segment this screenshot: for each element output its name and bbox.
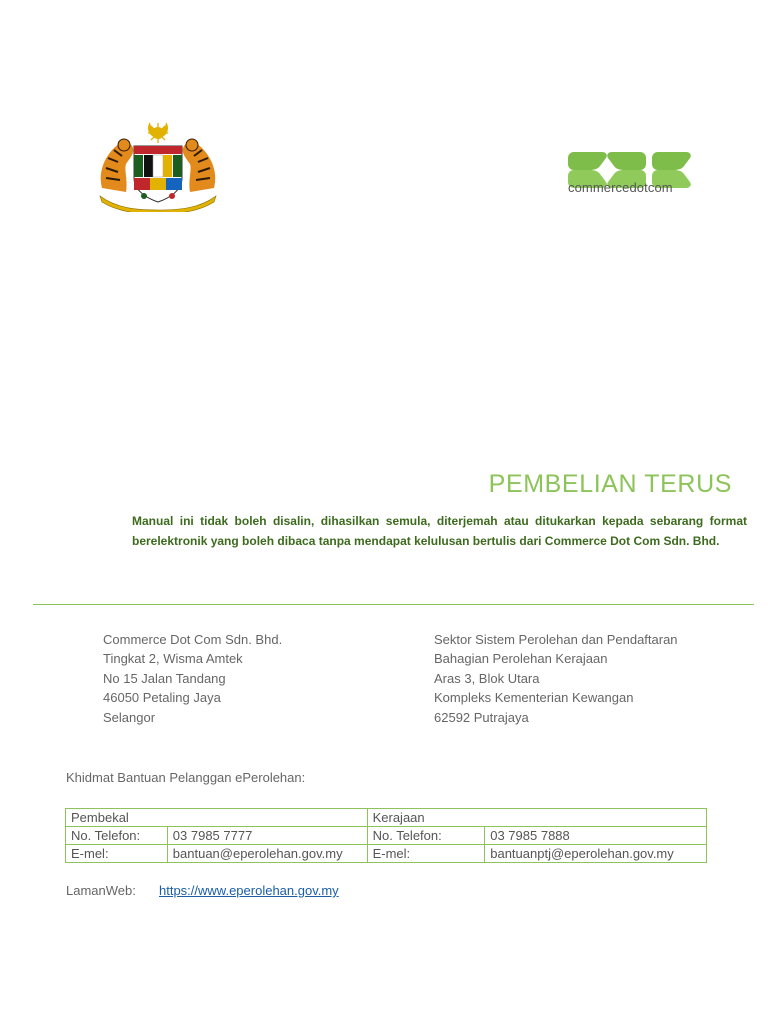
table-row (66, 845, 707, 863)
address-government (434, 630, 678, 727)
address-line: 46050 Petaling Jaya (103, 690, 221, 706)
coat-of-arms-logo (96, 118, 220, 212)
document-title: PEMBELIAN TERUS (488, 470, 732, 498)
address-line: Commerce Dot Com Sdn. Bhd. (103, 632, 283, 647)
star-crescent-icon (148, 122, 168, 143)
address-line: Tingkat 2, Wisma Amtek (103, 651, 243, 667)
cdc-wordmark: commercedotcom (568, 180, 673, 195)
contact-table (65, 808, 707, 863)
government-phone: 03 7985 7888 (485, 827, 707, 845)
address-line: Sektor Sistem Perolehan dan Pendaftaran (434, 632, 678, 647)
website-link[interactable]: https://www.eperolehan.gov.my (159, 883, 339, 898)
tiger-right-icon (183, 139, 216, 192)
address-line: 62592 Putrajaya (434, 709, 529, 725)
address-commerce-dot-com (103, 630, 282, 727)
helpdesk-heading: Khidmat Bantuan Pelanggan ePerolehan: (66, 770, 306, 785)
tiger-left-icon (101, 139, 134, 192)
address-line: Bahagian Perolehan Kerajaan (434, 651, 608, 667)
copyright-disclaimer: Manual ini tidak boleh disalin, dihasilkan semula, diterjemah atau ditukarkan kepada sebarang format berelektronik yang boleh dibaca tanpa mendapat kelulusan bertulis dari Commerce Dot Com Sdn. Bhd. (132, 514, 747, 548)
address-line: Selangor (103, 709, 156, 725)
address-line: No 15 Jalan Tandang (103, 670, 226, 686)
government-header: Kerajaan (367, 809, 706, 827)
table-row (66, 827, 707, 845)
phone-label: No. Telefon: (367, 827, 485, 845)
website-label: LamanWeb: (66, 883, 136, 898)
supplier-header: Pembekal (66, 809, 368, 827)
supplier-phone: 03 7985 7777 (167, 827, 367, 845)
government-email: bantuanptj@eperolehan.gov.my (485, 845, 707, 863)
address-line: Kompleks Kementerian Kewangan (434, 690, 634, 706)
table-row (66, 809, 707, 827)
email-label: E-mel: (367, 845, 485, 863)
email-label: E-mel: (66, 845, 168, 863)
shield-icon (134, 146, 182, 202)
phone-label: No. Telefon: (66, 827, 168, 845)
supplier-email: bantuan@eperolehan.gov.my (167, 845, 367, 863)
divider-line (33, 604, 754, 605)
address-line: Aras 3, Blok Utara (434, 670, 540, 686)
